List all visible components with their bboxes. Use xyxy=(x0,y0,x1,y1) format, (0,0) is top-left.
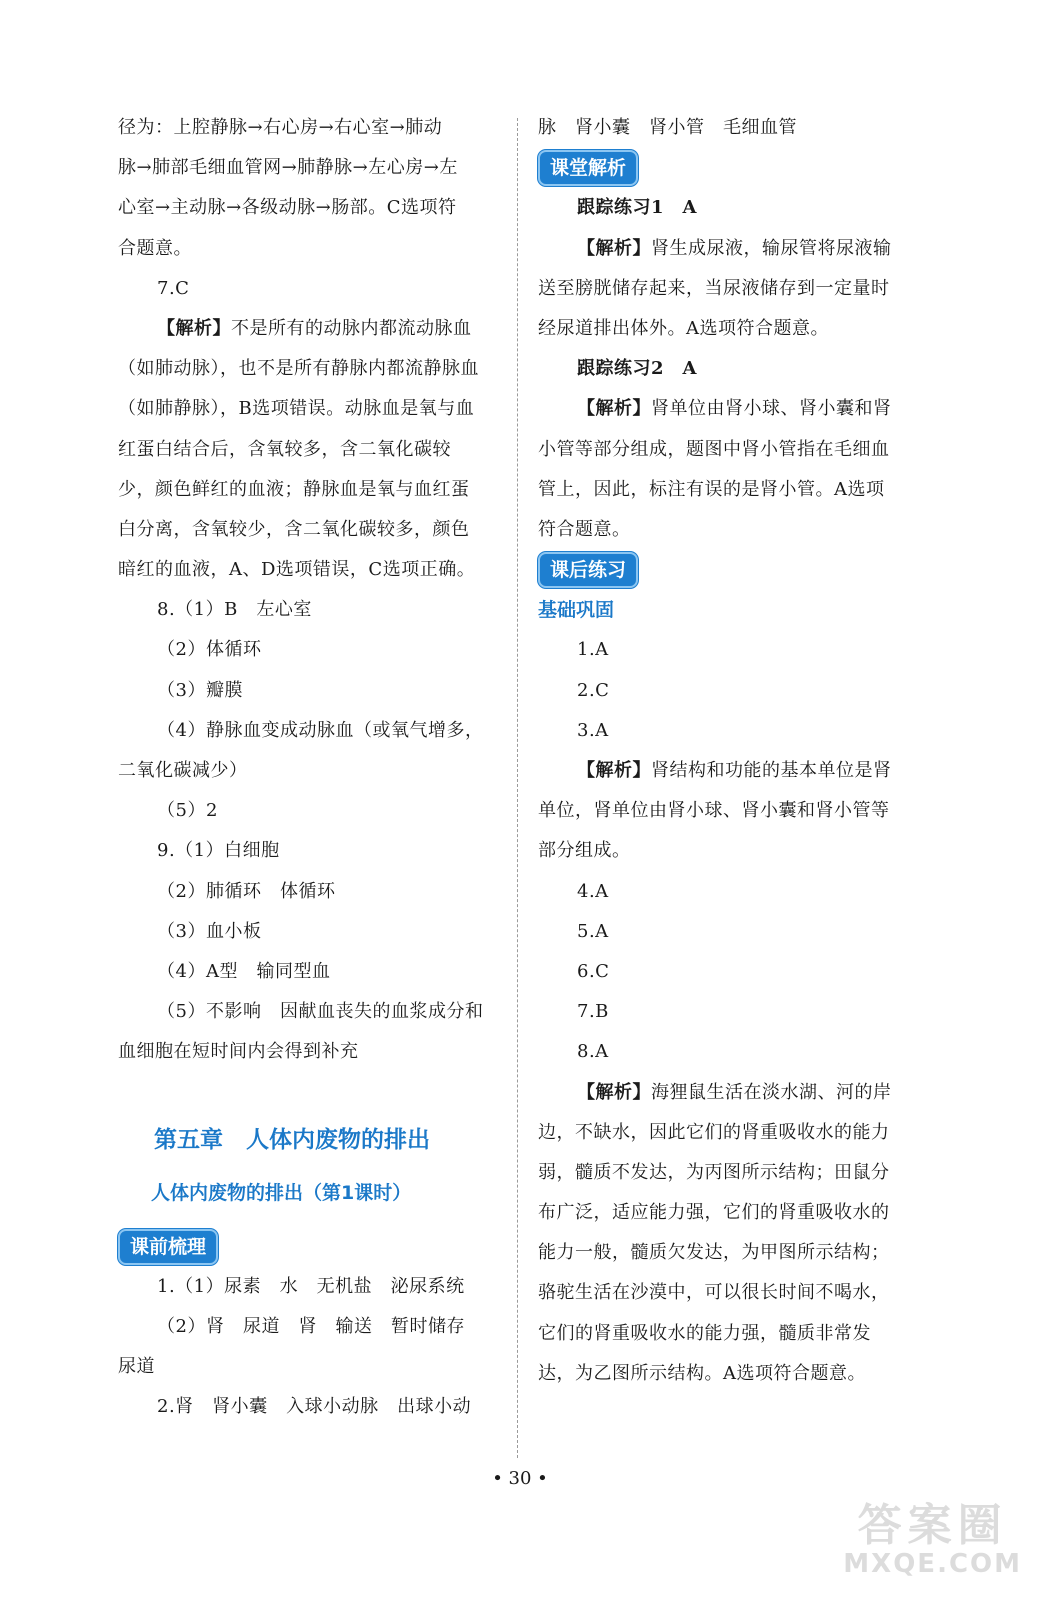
analysis-label: 【解析】 xyxy=(157,317,231,339)
text-line: 边，不缺水，因此它们的肾重吸收水的能力 xyxy=(538,1121,890,1143)
text-line: 布广泛，适应能力强，它们的肾重吸收水的 xyxy=(538,1202,890,1224)
text-line: 送至膀胱储存起来，当尿液储存到一定量时 xyxy=(538,277,890,299)
watermark-logo xyxy=(843,1502,1022,1578)
answer-item: 8.A xyxy=(577,1041,609,1063)
answer-item: 1.A xyxy=(577,639,609,661)
analysis-line: 【解析】肾结构和功能的基本单位是肾 xyxy=(577,760,892,781)
text-line: 尿道 xyxy=(118,1356,155,1378)
section-header-class xyxy=(538,148,918,188)
answer-item: 9.（1）白细胞 xyxy=(157,840,280,862)
column-divider xyxy=(517,118,518,1458)
analysis-label: 【解析】 xyxy=(577,398,651,420)
answer-item: （3）血小板 xyxy=(157,920,262,942)
text-line: 管上，因此，标注有误的是肾小管。A选项 xyxy=(538,478,885,500)
text-line: 径为：上腔静脉→右心房→右心室→肺动 xyxy=(118,117,443,138)
answer-item: 2.肾 肾小囊 入球小动脉 出球小动 xyxy=(157,1396,472,1418)
analysis-label: 【解析】 xyxy=(577,237,651,259)
text-line: 符合题意。 xyxy=(538,518,631,540)
badge-pre-class: 课前梳理 xyxy=(118,1229,218,1265)
answer-item: 2.C xyxy=(577,679,610,701)
answer-item: 5.A xyxy=(577,920,609,942)
page-number: • 30 • xyxy=(492,1468,548,1489)
answer-item: 1.（1）尿素 水 无机盐 泌尿系统 xyxy=(157,1275,465,1297)
analysis-line: 【解析】肾单位由肾小球、肾小囊和肾 xyxy=(577,398,892,420)
text-line: 脉 肾小囊 肾小管 毛细血管 xyxy=(538,117,797,138)
text-line: 部分组成。 xyxy=(538,840,631,862)
text-line: 心室→主动脉→各级动脉→肠部。C选项符 xyxy=(118,197,457,219)
answer-item: 7.C xyxy=(157,277,190,299)
answer-item: （5）不影响 因献血丧失的血浆成分和 xyxy=(157,1001,484,1023)
text-line: 经尿道排出体外。A选项符合题意。 xyxy=(538,317,829,339)
analysis-line: 【解析】海狸鼠生活在淡水湖、河的岸 xyxy=(577,1081,892,1103)
text-line: 血细胞在短时间内会得到补充 xyxy=(118,1041,359,1063)
answer-item: （4）A型 输同型血 xyxy=(157,960,331,982)
text-line: 能力一般，髓质欠发达，为甲图所示结构； xyxy=(538,1242,890,1264)
left-column xyxy=(118,108,496,1427)
text-line: 骆驼生活在沙漠中，可以很长时间不喝水， xyxy=(538,1282,890,1304)
answer-item: 7.B xyxy=(577,1001,609,1023)
answer-item: （4）静脉血变成动脉血（或氧气增多， xyxy=(157,719,484,741)
answer-item: 6.C xyxy=(577,960,610,982)
text-line: 达，为乙图所示结构。A选项符合题意。 xyxy=(538,1362,866,1384)
text-line: 单位，肾单位由肾小球、肾小囊和肾小管等 xyxy=(538,800,890,822)
analysis-line: 【解析】不是所有的动脉内都流动脉血 xyxy=(157,317,472,339)
section-header-pre xyxy=(118,1227,496,1267)
watermark-text: 答案圈 xyxy=(857,1500,1008,1551)
answer-item: 3.A xyxy=(577,719,609,741)
right-column xyxy=(538,108,918,1394)
text-line: 合题意。 xyxy=(118,237,192,259)
answer-item: （5）2 xyxy=(157,800,218,822)
text-line: 它们的肾重吸收水的能力强，髓质非常发 xyxy=(538,1322,871,1344)
analysis-label: 【解析】 xyxy=(577,760,651,781)
text-line: （如肺动脉），也不是所有静脉内都流静脉血 xyxy=(118,358,479,380)
lesson-title: 人体内废物的排出（第1课时） xyxy=(151,1181,412,1204)
text-line: 弱，髓质不发达，为丙图所示结构；田鼠分 xyxy=(538,1161,890,1183)
text-line: 脉→肺部毛细血管网→肺静脉→左心房→左 xyxy=(118,157,458,179)
answer-item: （2）肾 尿道 肾 输送 暂时储存 xyxy=(157,1315,465,1337)
answer-item: 4.A xyxy=(577,880,609,902)
badge-in-class: 课堂解析 xyxy=(538,150,638,186)
watermark-url: MXQE.COM xyxy=(843,1549,1022,1579)
analysis-line: 【解析】肾生成尿液，输尿管将尿液输 xyxy=(577,237,892,259)
answer-item: （2）肺循环 体循环 xyxy=(157,880,336,902)
chapter-title: 第五章 人体内废物的排出 xyxy=(154,1126,430,1153)
section-header-after xyxy=(538,550,918,590)
subsection-title: 基础巩固 xyxy=(538,599,615,622)
practice-item: 跟踪练习1 A xyxy=(577,197,697,219)
text-line: 少，颜色鲜红的血液；静脉血是氧与血红蛋 xyxy=(118,478,470,500)
answer-item: （3）瓣膜 xyxy=(157,679,243,701)
text-line: 二氧化碳减少） xyxy=(118,760,248,781)
practice-item: 跟踪练习2 A xyxy=(577,358,697,380)
text-line: 暗红的血液，A、D选项错误，C选项正确。 xyxy=(118,559,476,581)
analysis-label: 【解析】 xyxy=(577,1081,651,1103)
text-line: （如肺静脉），B选项错误。动脉血是氧与血 xyxy=(118,398,475,420)
badge-after-class: 课后练习 xyxy=(538,552,638,588)
text-line: 小管等部分组成，题图中肾小管指在毛细血 xyxy=(538,438,890,460)
text-line: 红蛋白结合后，含氧较多，含二氧化碳较 xyxy=(118,438,451,460)
spacer xyxy=(118,1073,496,1113)
answer-item: （2）体循环 xyxy=(157,639,262,661)
answer-item: 8.（1）B 左心室 xyxy=(157,599,312,621)
text-line: 白分离，含氧较少，含二氧化碳较多，颜色 xyxy=(118,518,470,540)
